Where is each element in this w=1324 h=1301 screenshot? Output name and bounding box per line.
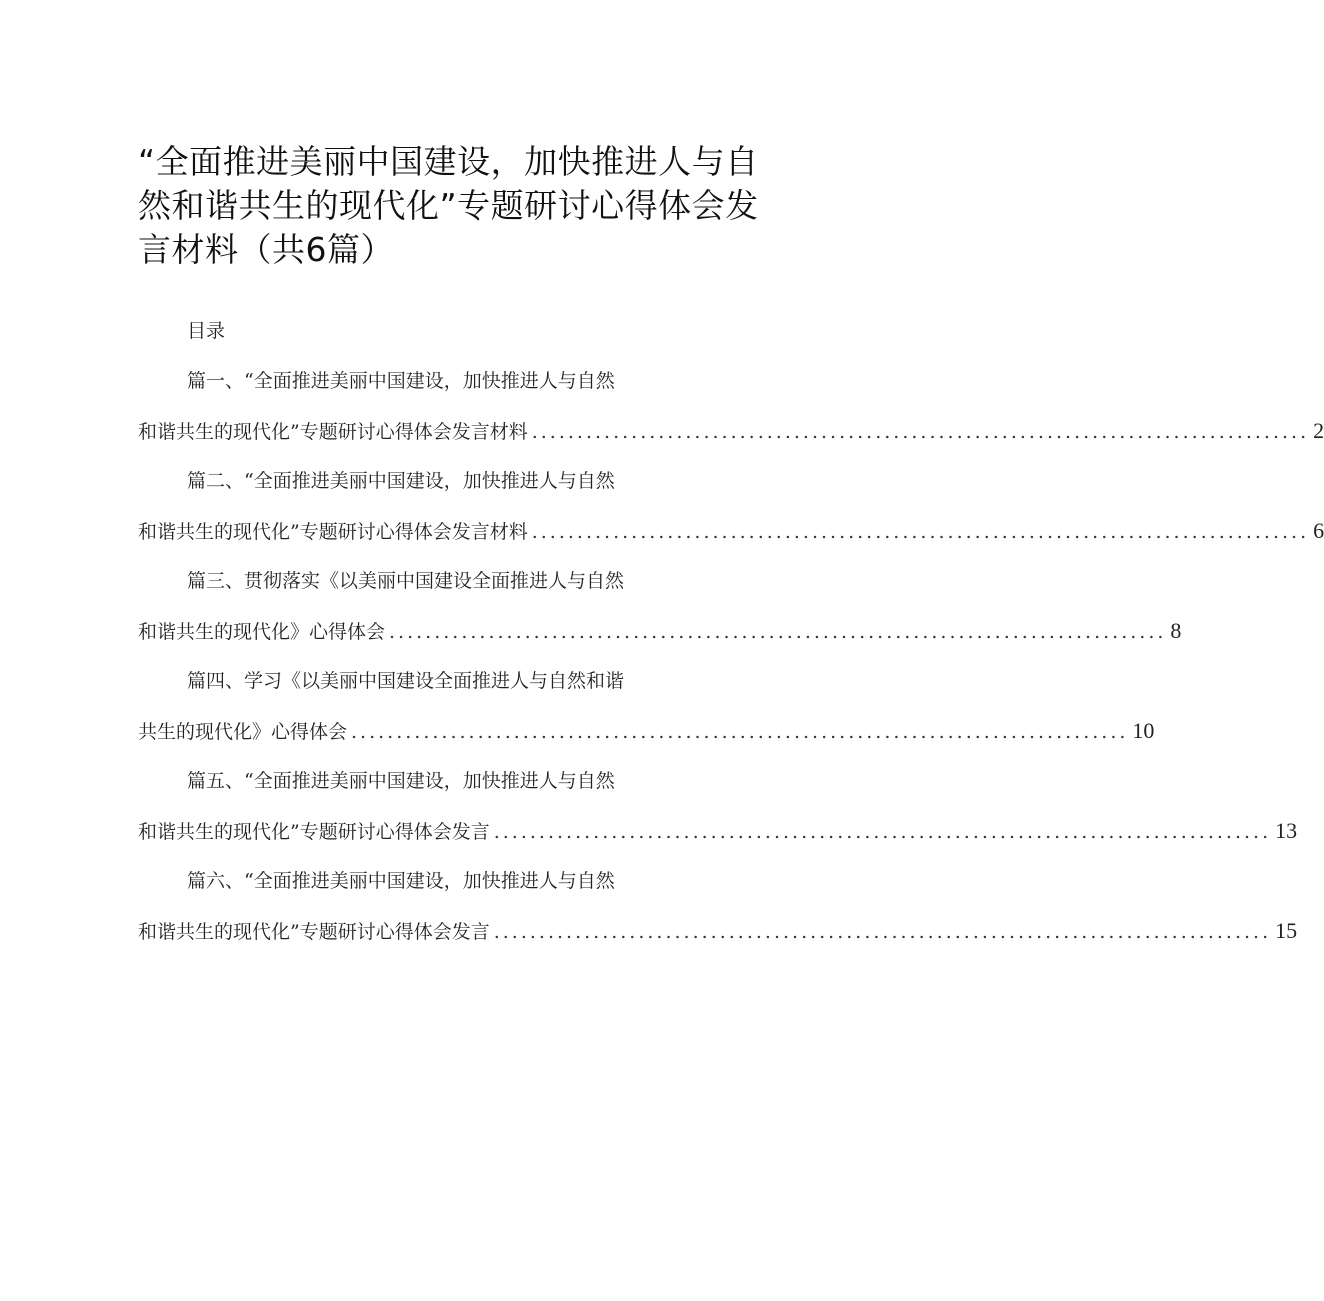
toc-entry-title-line1: 篇一、“全面推进美丽中国建设，加快推进人与自然: [187, 370, 615, 392]
toc-entry-title-line1: 篇四、学习《以美丽中国建设全面推进人与自然和谐: [187, 670, 625, 692]
toc-entry-title-line1: 篇六、“全面推进美丽中国建设，加快推进人与自然: [187, 870, 615, 892]
title-line-1: “全面推进美丽中国建设，加快推进人与自: [138, 142, 759, 181]
dot-leader: ......................................................................................: [493, 921, 1272, 943]
toc-entry-text: 和谐共生的现代化”专题研讨心得体会发言材料: [138, 421, 528, 443]
toc-entry-title-line2: [138, 416, 1324, 447]
toc-entry-title-line1: 篇二、“全面推进美丽中国建设，加快推进人与自然: [187, 470, 615, 492]
toc-entry-4[interactable]: [138, 666, 1155, 766]
toc-entry-2[interactable]: [138, 466, 1324, 566]
toc-page-number: 6: [1313, 518, 1324, 543]
dot-leader: ......................................................................................: [493, 821, 1272, 843]
toc-entry-title-line1: 篇五、“全面推进美丽中国建设，加快推进人与自然: [187, 770, 615, 792]
toc-page-number: 15: [1275, 918, 1298, 943]
dot-leader: ......................................................................................: [351, 721, 1129, 743]
toc-entry-5[interactable]: [138, 766, 1298, 866]
toc-entry-6[interactable]: [138, 866, 1298, 966]
toc-entry-3[interactable]: [138, 566, 1182, 666]
toc-page-number: 10: [1132, 718, 1155, 743]
toc-page-number: 2: [1313, 418, 1324, 443]
toc-entry-text: 和谐共生的现代化”专题研讨心得体会发言: [138, 921, 490, 943]
toc-entry-title-line2: [138, 516, 1324, 547]
toc-entry-title-line1: 篇三、贯彻落实《以美丽中国建设全面推进人与自然: [187, 570, 625, 592]
title-line-3: 言材料（共6篇）: [138, 230, 394, 269]
toc-entry-title-line2: [138, 916, 1298, 947]
toc-entry-title-line2: [138, 816, 1298, 847]
table-of-contents: [138, 366, 1324, 966]
toc-page-number: 13: [1275, 818, 1298, 843]
toc-entry-text: 和谐共生的现代化”专题研讨心得体会发言材料: [138, 521, 528, 543]
toc-entry-title-line2: [138, 616, 1182, 647]
toc-page-number: 8: [1170, 618, 1182, 643]
toc-entry-title-line2: [138, 716, 1155, 747]
toc-entry-text: 共生的现代化》心得体会: [138, 721, 348, 743]
toc-heading: 目录: [187, 320, 226, 342]
dot-leader: ......................................................................................: [389, 621, 1167, 643]
document-title: [138, 140, 778, 272]
toc-entry-text: 和谐共生的现代化》心得体会: [138, 621, 386, 643]
dot-leader: ......................................................................................: [531, 521, 1310, 543]
toc-entry-text: 和谐共生的现代化”专题研讨心得体会发言: [138, 821, 490, 843]
toc-entry-1[interactable]: [138, 366, 1324, 466]
dot-leader: ......................................................................................: [531, 421, 1310, 443]
title-line-2: 然和谐共生的现代化”专题研讨心得体会发: [138, 186, 759, 225]
